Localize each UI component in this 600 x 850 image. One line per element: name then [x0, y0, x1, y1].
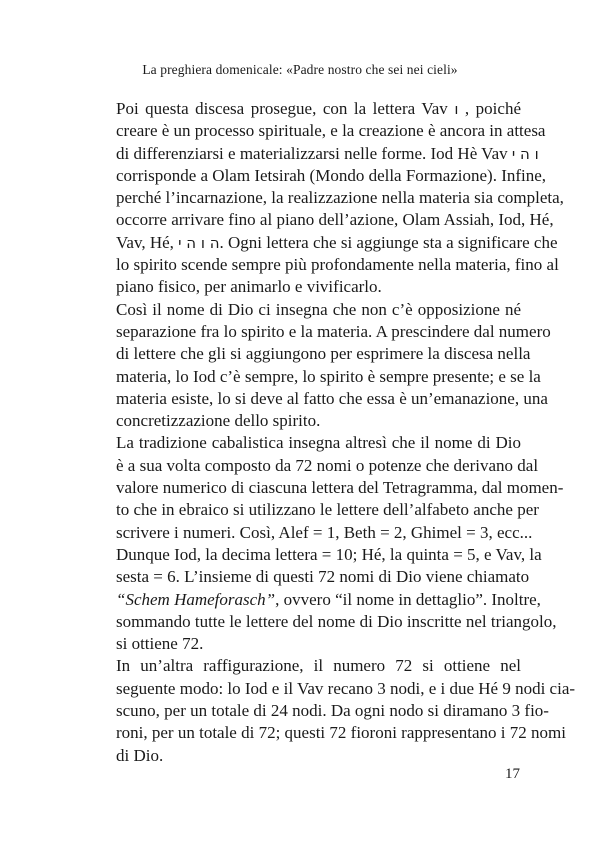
text-run: separazione fra lo spirito e la materia. A prescindere dal numero [116, 321, 551, 341]
text-line [80, 165, 547, 187]
text-line [80, 388, 548, 410]
text-line [80, 120, 546, 142]
text-run: , poiché [458, 99, 521, 118]
text-run: è a sua volta composto da 72 nomi o potenze che derivano dal [116, 455, 539, 475]
text-run: di Dio. [116, 745, 164, 765]
text-line [80, 499, 539, 521]
text-run: La tradizione cabalistica insegna altresì che il nome di Dio [116, 433, 521, 453]
text-run: Dunque Iod, la decima lettera = 10; Hé, la quinta = 5, e Vav, la [116, 544, 542, 564]
text-line [80, 455, 539, 477]
text-run: scuno, per un totale di 24 nodi. Da ogni nodo si diramano 3 fio- [116, 701, 549, 721]
text-run: materia, lo Iod c’è sempre, lo spirito è sempre presente; e se la [116, 366, 541, 386]
text-line [80, 700, 549, 722]
text-run: to che in ebraico si utilizzano le lettere dell’alfabeto anche per [116, 500, 539, 520]
text-line [80, 522, 533, 544]
text-line [80, 589, 541, 611]
page-number: 17 [505, 766, 520, 782]
running-head: La preghiera domenicale: «Padre nostro che sei nei cieli» [142, 62, 458, 77]
text-run: creare è un processo spirituale, e la creazione è ancora in attesa [116, 121, 546, 141]
text-line [80, 432, 521, 454]
text-run: In un’altra raffigurazione, il numero 72 si ottiene nel [116, 656, 521, 676]
text-line [80, 544, 542, 566]
text-line [80, 477, 564, 499]
text-line [80, 209, 554, 231]
text-line [80, 611, 557, 633]
text-line [80, 299, 521, 321]
text-run: Vav, Hé, [116, 232, 179, 252]
body-text [80, 98, 576, 767]
text-line [80, 633, 521, 655]
paragraph [80, 432, 564, 655]
text-run: si ottiene 72. [116, 634, 204, 654]
text-run: corrisponde a Olam Ietsirah (Mondo della Formazione). Infine, [116, 165, 547, 185]
text-run: seguente modo: lo Iod e il Vav recano 3 nodi, e i due Hé 9 nodi cia- [116, 678, 576, 698]
text-line [80, 187, 564, 209]
text-run: Poi questa discesa prosegue, con la lettera Vav [116, 99, 455, 118]
italic-term: “Schem Hameforasch” [116, 589, 276, 609]
text-run: occorre arrivare fino al piano dell’azione, Olam Assiah, Iod, Hé, [116, 210, 554, 230]
text-run: di lettere che gli si aggiungono per esprimere la discesa nella [116, 344, 531, 364]
text-run: Così il nome di Dio ci insegna che non c’è opposizione né [116, 299, 521, 319]
text-run: , ovvero “il nome in dettaglio”. Inoltre, [275, 589, 541, 609]
text-run: materia esiste, lo si deve al fatto che essa è un’emanazione, una [116, 388, 548, 408]
text-run: . Ogni lettera che si aggiunge sta a significare che [219, 232, 558, 252]
text-line [80, 566, 530, 588]
paragraph [80, 299, 551, 433]
text-line [80, 98, 521, 120]
text-line [80, 276, 521, 298]
text-run: sommando tutte le lettere del nome di Dio inscritte nel triangolo, [116, 611, 557, 631]
hebrew-letters: ו ה י [511, 144, 539, 163]
text-line [80, 410, 521, 432]
text-run: concretizzazione dello spirito. [116, 411, 321, 431]
text-line [80, 343, 531, 365]
text-run: piano fisico, per animarlo e vivificarlo. [116, 277, 382, 297]
text-run: roni, per un totale di 72; questi 72 fioroni rappresentano i 72 nomi [116, 723, 566, 743]
text-line [80, 366, 541, 388]
text-line [80, 321, 551, 343]
text-line [80, 143, 539, 165]
text-run: sesta = 6. L’insieme di questi 72 nomi di Dio viene chiamato [116, 567, 530, 587]
text-line [80, 745, 521, 767]
hebrew-letters: ו [454, 100, 459, 118]
text-run: lo spirito scende sempre più profondamente nella materia, fino al [116, 255, 559, 275]
paragraph [80, 98, 564, 299]
text-line [80, 254, 559, 276]
text-line [80, 678, 576, 700]
text-line [80, 655, 521, 677]
text-run: perché l’incarnazione, la realizzazione nella materia sia completa, [116, 188, 564, 208]
paragraph [80, 655, 576, 766]
text-line [80, 722, 566, 744]
text-run: valore numerico di ciascuna lettera del Tetragramma, dal momen- [116, 478, 564, 498]
hebrew-letters: ה ו ה י [178, 233, 220, 252]
text-run: scrivere i numeri. Così, Alef = 1, Beth = 2, Ghimel = 3, ecc... [116, 522, 533, 542]
text-run: di differenziarsi e materializzarsi nelle forme. Iod Hè Vav [116, 143, 512, 163]
text-line [80, 232, 558, 254]
